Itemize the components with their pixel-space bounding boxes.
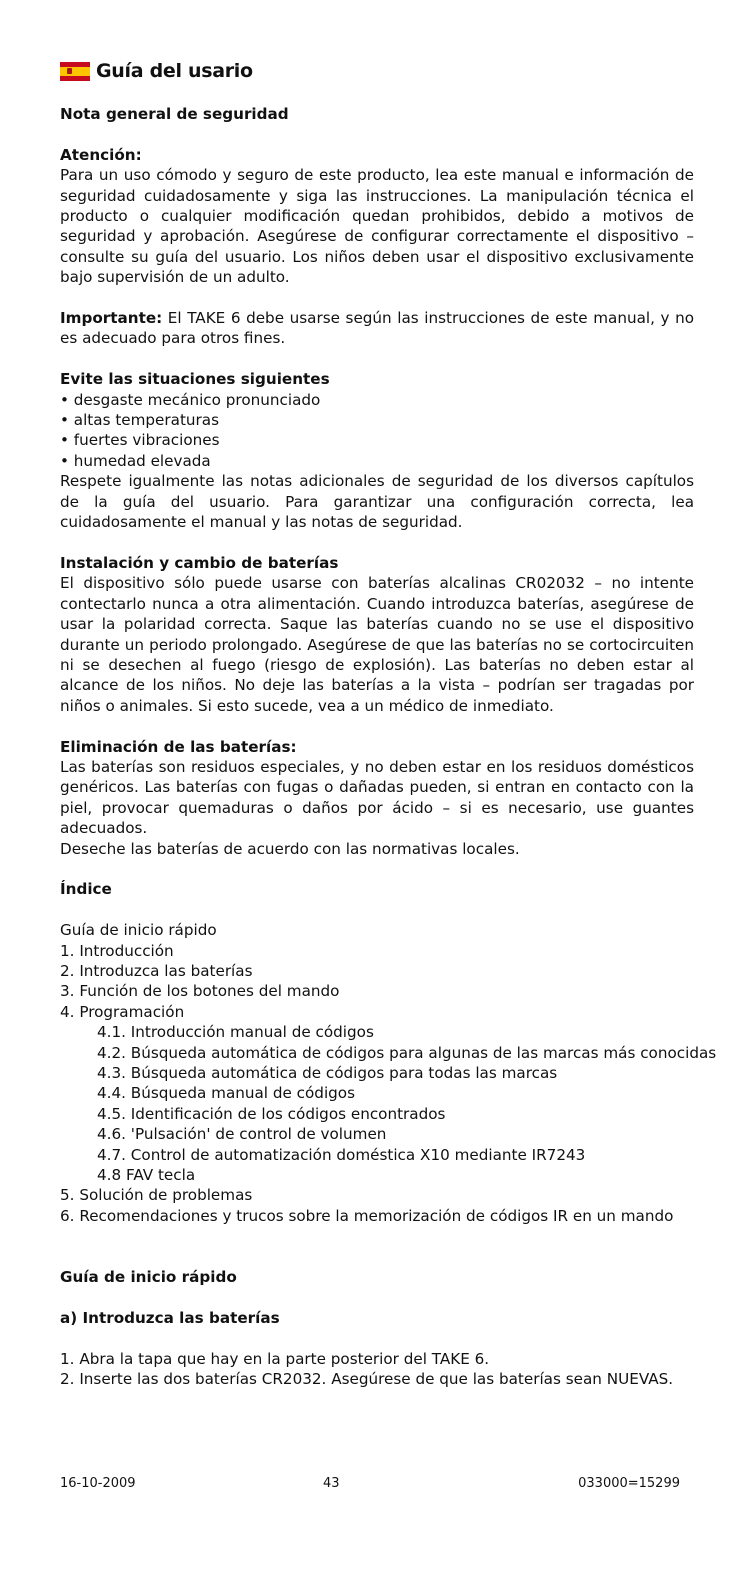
index-subitem: 4.2. Búsqueda automática de códigos para algunas de las marcas más conocidas	[97, 1043, 717, 1062]
index-item: 1. Introducción	[60, 941, 174, 960]
avoid-heading: Evite las situaciones siguientes	[60, 370, 330, 389]
index-item: 5. Solución de problemas	[60, 1186, 253, 1205]
avoid-item: • desgaste mecánico pronunciado	[60, 390, 321, 409]
document-body	[60, 104, 717, 1389]
index-subitem: 4.7. Control de automatización doméstica X10 mediante IR7243	[97, 1145, 586, 1164]
avoid-item: • altas temperaturas	[60, 411, 219, 430]
quickstart-heading: Guía de inicio rápido	[60, 1268, 237, 1287]
quickstart-step: 2. Inserte las dos baterías CR2032. Asegúrese de que las baterías sean NUEVAS.	[60, 1370, 674, 1389]
page-title: Guía del usario	[96, 60, 253, 82]
index-subitem: 4.3. Búsqueda automática de códigos para todas las marcas	[97, 1063, 558, 1082]
index-item: 2. Introduzca las baterías	[60, 961, 253, 980]
disposal-heading: Eliminación de las baterías:	[60, 737, 297, 756]
install-text: El dispositivo sólo puede usarse con baterías alcalinas CR02032 – no intente contectarlo nunca a otra alimentación. Cuando introduzca baterías, asegúrese de usar la polaridad correcta. Saque las baterías cuando no se use el dispositivo durante un periodo prolongado. Asegúrese de que las baterías no se cortocircuiten ni se desechen al fuego (riesgo de explosión). Las baterías no deben estar al alcance de los niños. No deje las baterías a la vista – podrían ser tragadas por niños o animales. Si esto sucede, vea a un médico de inmediato.	[60, 574, 694, 715]
important-label: Importante:	[60, 309, 163, 328]
important-paragraph	[60, 308, 694, 349]
index-heading: Índice	[60, 880, 112, 899]
disposal-text-2: Deseche las baterías de acuerdo con las normativas locales.	[60, 839, 520, 858]
page-footer	[60, 1476, 680, 1496]
footer-code: 033000=15299	[578, 1476, 680, 1491]
install-heading: Instalación y cambio de baterías	[60, 553, 339, 572]
index-item: 4. Programación	[60, 1002, 185, 1021]
index-item: 6. Recomendaciones y trucos sobre la memorización de códigos IR en un mando	[60, 1206, 674, 1225]
important-text: El TAKE 6 debe usarse según las instrucciones de este manual, y no es adecuado para otros fines.	[60, 309, 694, 348]
footer-date: 16-10-2009	[60, 1476, 136, 1491]
attention-label: Atención:	[60, 145, 142, 164]
disposal-text: Las baterías son residuos especiales, y no deben estar en los residuos domésticos genéricos. Las baterías con fugas o dañadas pueden, si entran en contacto con la piel, provocar quemaduras o daños por ácido – si es necesario, use guantes adecuados.	[60, 757, 694, 838]
index-subitem: 4.4. Búsqueda manual de códigos	[97, 1084, 356, 1103]
index-item: 3. Función de los botones del mando	[60, 982, 340, 1001]
quickstart-step: 1. Abra la tapa que hay en la parte posterior del TAKE 6.	[60, 1349, 490, 1368]
document-title	[60, 58, 253, 84]
avoid-item: • fuertes vibraciones	[60, 431, 220, 450]
index-subitem: 4.8 FAV tecla	[97, 1166, 196, 1185]
quickstart-subheading: a) Introduzca las baterías	[60, 1308, 280, 1327]
safety-heading: Nota general de seguridad	[60, 105, 289, 123]
index-subitem: 4.5. Identificación de los códigos encontrados	[97, 1104, 446, 1123]
avoid-item: • humedad elevada	[60, 451, 211, 470]
index-subitem: 4.1. Introducción manual de códigos	[97, 1023, 374, 1042]
spain-flag-icon	[60, 62, 90, 81]
avoid-note: Respete igualmente las notas adicionales de seguridad de los diversos capítulos de la guía del usuario. Para garantizar una configuración correcta, lea cuidadosamente el manual y las notas de seguridad.	[60, 472, 694, 532]
attention-text: Para un uso cómodo y seguro de este producto, lea este manual e información de seguridad cuidadosamente y siga las instrucciones. La manipulación técnica el producto o cualquier modificación quedan prohibidos, debido a motivos de seguridad y aprobación. Asegúrese de configurar correctamente el dispositivo – consulte su guía del usuario. Los niños deben usar el dispositivo exclusivamente bajo supervisión de un adulto.	[60, 166, 694, 287]
footer-page-number: 43	[323, 1476, 340, 1491]
index-item: Guía de inicio rápido	[60, 921, 217, 940]
index-subitem: 4.6. 'Pulsación' de control de volumen	[97, 1125, 387, 1144]
